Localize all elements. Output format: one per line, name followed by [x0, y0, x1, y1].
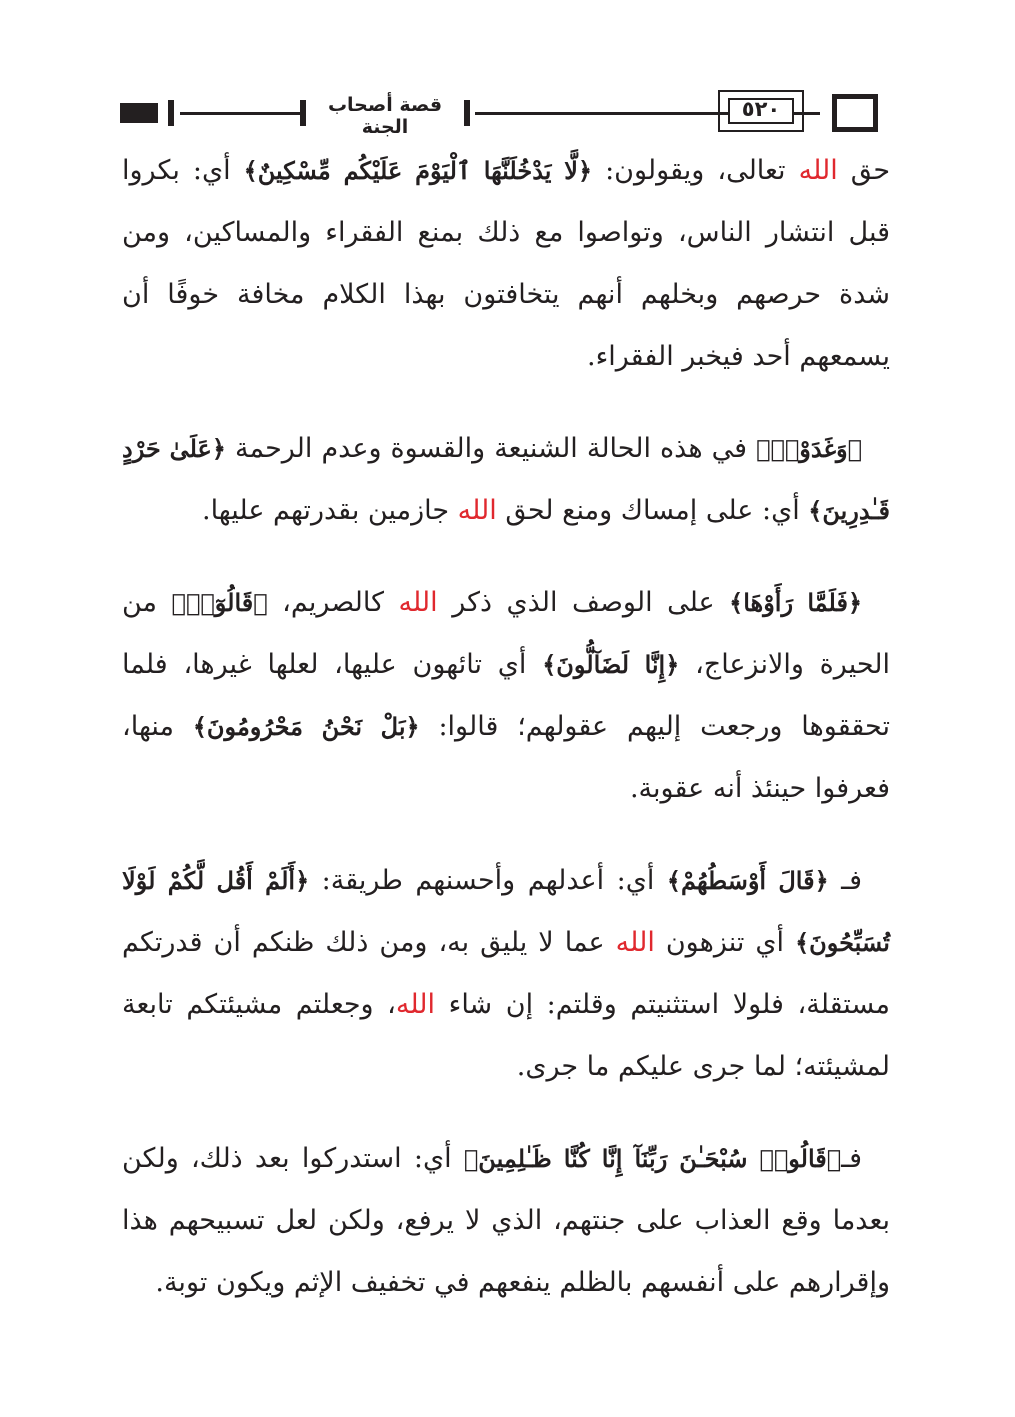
body-text: أي: بكروا قبل انتشار الناس، وتواصوا مع ذلك بمنع الفقراء والمساكين، ومن شدة حرصهم وبخلهم أنهم يتخافتون بهذا الكلام مخافة خوفًا أن يسمعهم أحد فيخبر الفقراء.: [122, 155, 890, 372]
body-text: منها، فعرفوا حينئذ أنه عقوبة.: [122, 711, 890, 804]
paragraph: [122, 850, 890, 1098]
body-text: عما لا يليق به، ومن ذلك ظنكم أن قدرتكم مستقلة، فلولا استثنيتم وقلتم: إن شاء: [122, 927, 890, 1020]
body-text: جازمين بقدرتهم عليها.: [201, 495, 458, 526]
quran-verse: ﴿لَّا يَدْخُلَنَّهَا ٱلْيَوْمَ عَلَيْكُم مِّسْكِينٌ﴾: [243, 156, 593, 185]
body-text: تعالى، ويقولون:: [592, 155, 799, 186]
header-rule: [180, 112, 300, 115]
quran-verse: ﴿بَلْ نَحْنُ مَحْرُومُونَ﴾: [192, 712, 420, 741]
body-text: من الحيرة والانزعاج،: [122, 587, 891, 680]
paragraph: [122, 572, 890, 820]
body-text: أي: استدركوا بعد ذلك، ولكن بعدما وقع العذاب على جنتهم، الذي لا يرفع، ولكن لعل تسبيحهم هذا وإقرارهم على أنفسهم بالظلم ينفعهم في تخفيف الإثم ويكون توبة.: [122, 1143, 890, 1298]
paragraph: [122, 140, 890, 388]
header-ornament-bar: [464, 100, 470, 126]
body-text: أي: أعدلهم وأحسنهم طريقة:: [309, 865, 667, 896]
page-number: ٥٢٠: [741, 97, 781, 121]
divine-name: الله: [398, 587, 438, 618]
quran-verse: ﴿وَغَدَوْا۟﴾: [756, 434, 863, 463]
body-text: أي تائهون عليها، لعلها غيرها، فلما تحققوها ورجعت إليهم عقولهم؛ قالوا:: [122, 649, 890, 742]
divine-name: الله: [395, 989, 436, 1020]
quran-verse: ﴿قَالَ أَوْسَطُهُمْ﴾: [666, 866, 829, 895]
quran-verse: ﴿قَالُوا۟ سُبْحَـٰنَ رَبِّنَآ إِنَّا كُنَّا ظَـٰلِمِينَ﴾: [463, 1144, 842, 1173]
body-text: كالصريم،: [267, 587, 399, 618]
divine-name: الله: [615, 927, 655, 958]
page-header: [120, 88, 892, 138]
quran-verse: ﴿فَلَمَّا رَأَوْهَا﴾: [729, 588, 863, 617]
header-ornament-bar: [300, 100, 306, 126]
body-text: في هذه الحالة الشنيعة والقسوة وعدم الرحمة: [225, 433, 757, 464]
body-text: ، وجعلتم مشيئتكم تابعة لمشيئته؛ لما جرى عليكم ما جرى.: [122, 989, 890, 1082]
divine-name: الله: [457, 495, 497, 526]
body-text: فـ: [841, 1143, 862, 1174]
body-text: فـ: [828, 865, 862, 896]
divine-name: الله: [798, 155, 838, 186]
paragraph: [122, 1128, 890, 1314]
header-ornament-bar: [168, 100, 174, 126]
page-number-frame: [718, 90, 804, 132]
header-ornament-square: [832, 94, 878, 132]
body-text: أي تنزهون: [654, 927, 796, 958]
quran-verse: ﴿إِنَّا لَضَآلُّونَ﴾: [542, 650, 680, 679]
body-text: حق: [837, 155, 891, 186]
page-body: [122, 140, 890, 1344]
body-text: على الوصف الذي ذكر: [437, 587, 730, 618]
body-text: أي: على إمساك ومنع لحق: [496, 495, 809, 526]
quran-verse: ﴿قَالُوٓا۟﴾: [171, 588, 268, 617]
paragraph: [122, 418, 890, 542]
quran-verse: ﴿أَلَمْ أَقُل لَّكُمْ لَوْلَا تُسَبِّحُونَ﴾: [122, 866, 890, 957]
header-ornament-block: [120, 103, 158, 123]
chapter-title: قصة أصحاب الجنة: [327, 94, 443, 138]
quran-verse: ﴿عَلَىٰ حَرْدٍ قَـٰدِرِينَ﴾: [122, 434, 890, 525]
